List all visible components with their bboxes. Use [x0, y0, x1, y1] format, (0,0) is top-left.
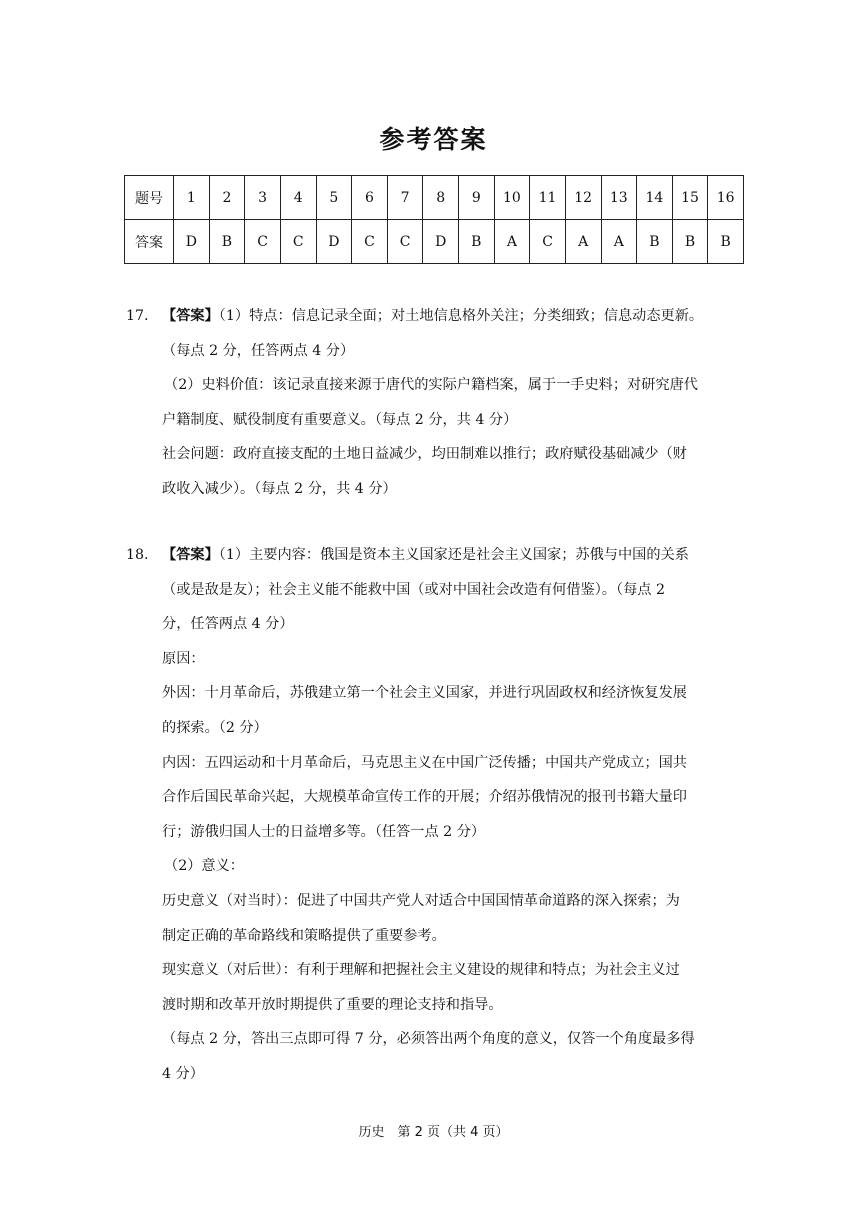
answer-cell: A	[494, 220, 530, 264]
answer-cell: A	[601, 220, 637, 264]
q18-line: 渡时期和改革开放时期提供了重要的理论支持和指导。	[162, 996, 503, 1013]
answer-cell: C	[245, 220, 281, 264]
question-number: 6	[352, 176, 388, 220]
question-number: 4	[280, 176, 316, 220]
q17-line: 户籍制度、赋役制度有重要意义。（每点 2 分，共 4 分）	[162, 411, 518, 428]
q18-line	[126, 538, 758, 573]
question-number: 9	[459, 176, 495, 220]
q17-line: （2）史料价值：该记录直接来源于唐代的实际户籍档案，属于一手史料；对研究唐代	[164, 377, 698, 394]
q18-line: 外因：十月革命后，苏俄建立第一个社会主义国家，并进行巩固政权和经济恢复发展	[162, 685, 687, 702]
q18-line: 原因：	[162, 650, 205, 667]
row-label-answers: 答案	[125, 220, 174, 264]
q18-line: 历史意义（对当时）：促进了中国共产党人对适合中国国情革命道路的深入探索；为	[162, 892, 680, 909]
q18-line: 的探索。（2 分）	[162, 719, 268, 736]
question-number: 1	[174, 176, 210, 220]
q18-line: 现实意义（对后世）：有利于理解和把握社会主义建设的规律和特点；为社会主义过	[162, 962, 680, 979]
answer-cell: C	[530, 220, 566, 264]
question-18-answer	[126, 538, 758, 1092]
answer-cell: B	[459, 220, 495, 264]
answer-cell: D	[174, 220, 210, 264]
answer-cell: B	[637, 220, 673, 264]
q18-number: 18.	[126, 547, 149, 563]
q17-number: 17.	[126, 308, 149, 324]
q18-answer-tag: 【答案】	[162, 547, 219, 563]
q18-line: 合作后国民革命兴起，大规模革命宣传工作的开展；介绍苏俄情况的报刊书籍大量印	[162, 789, 687, 806]
q18-text: （1）主要内容：俄国是资本主义国家还是社会主义国家；苏俄与中国的关系	[218, 547, 689, 563]
q18-line: 内因：五四运动和十月革命后，马克思主义在中国广泛传播；中国共产党成立；国共	[162, 754, 687, 771]
question-number: 16	[708, 176, 744, 220]
question-number: 13	[601, 176, 637, 220]
q17-answer-tag: 【答案】	[162, 308, 219, 324]
question-number: 7	[387, 176, 423, 220]
answer-cell: B	[672, 220, 708, 264]
answer-row	[125, 220, 744, 264]
question-number: 10	[494, 176, 530, 220]
question-number: 8	[423, 176, 459, 220]
answer-cell: C	[280, 220, 316, 264]
question-number: 2	[209, 176, 245, 220]
question-number: 15	[672, 176, 708, 220]
q18-line: （或是敌是友）；社会主义能不能救中国（或对中国社会改造有何借鉴）。（每点 2	[162, 581, 665, 598]
q18-line: 4 分）	[162, 1065, 204, 1082]
answer-cell: C	[387, 220, 423, 264]
number-row	[125, 176, 744, 220]
page-footer: 历史 第 2 页（共 4 页）	[358, 1125, 509, 1140]
q18-line: 分，任答两点 4 分）	[162, 616, 294, 633]
row-label-numbers: 题号	[125, 176, 174, 220]
question-number: 14	[637, 176, 673, 220]
q18-line: （每点 2 分，答出三点即可得 7 分，必须答出两个角度的意义，仅答一个角度最多得	[162, 1031, 695, 1048]
question-number: 3	[245, 176, 281, 220]
answer-table	[124, 175, 744, 264]
answer-cell: B	[209, 220, 245, 264]
page-title: 参考答案	[379, 125, 488, 154]
answer-cell: A	[565, 220, 601, 264]
q17-line: （每点 2 分，任答两点 4 分）	[162, 342, 355, 359]
question-number: 11	[530, 176, 566, 220]
question-17-answer	[126, 299, 758, 507]
answer-cell: C	[352, 220, 388, 264]
q18-line: （2）意义：	[164, 858, 244, 875]
question-number: 5	[316, 176, 352, 220]
q18-line: 制定正确的革命路线和策略提供了重要参考。	[162, 927, 446, 944]
q17-line	[126, 299, 758, 334]
q17-line: 政收入减少）。（每点 2 分，共 4 分）	[162, 480, 397, 497]
answer-cell: D	[423, 220, 459, 264]
answer-cell: B	[708, 220, 744, 264]
q18-line: 行；游俄归国人士的日益增多等。（任答一点 2 分）	[162, 823, 486, 840]
answer-cell: D	[316, 220, 352, 264]
question-number: 12	[565, 176, 601, 220]
q17-text: （1）特点：信息记录全面；对土地信息格外关注；分类细致；信息动态更新。	[218, 308, 704, 324]
q17-line: 社会问题：政府直接支配的土地日益减少，均田制难以推行；政府赋役基础减少（财	[162, 446, 687, 463]
